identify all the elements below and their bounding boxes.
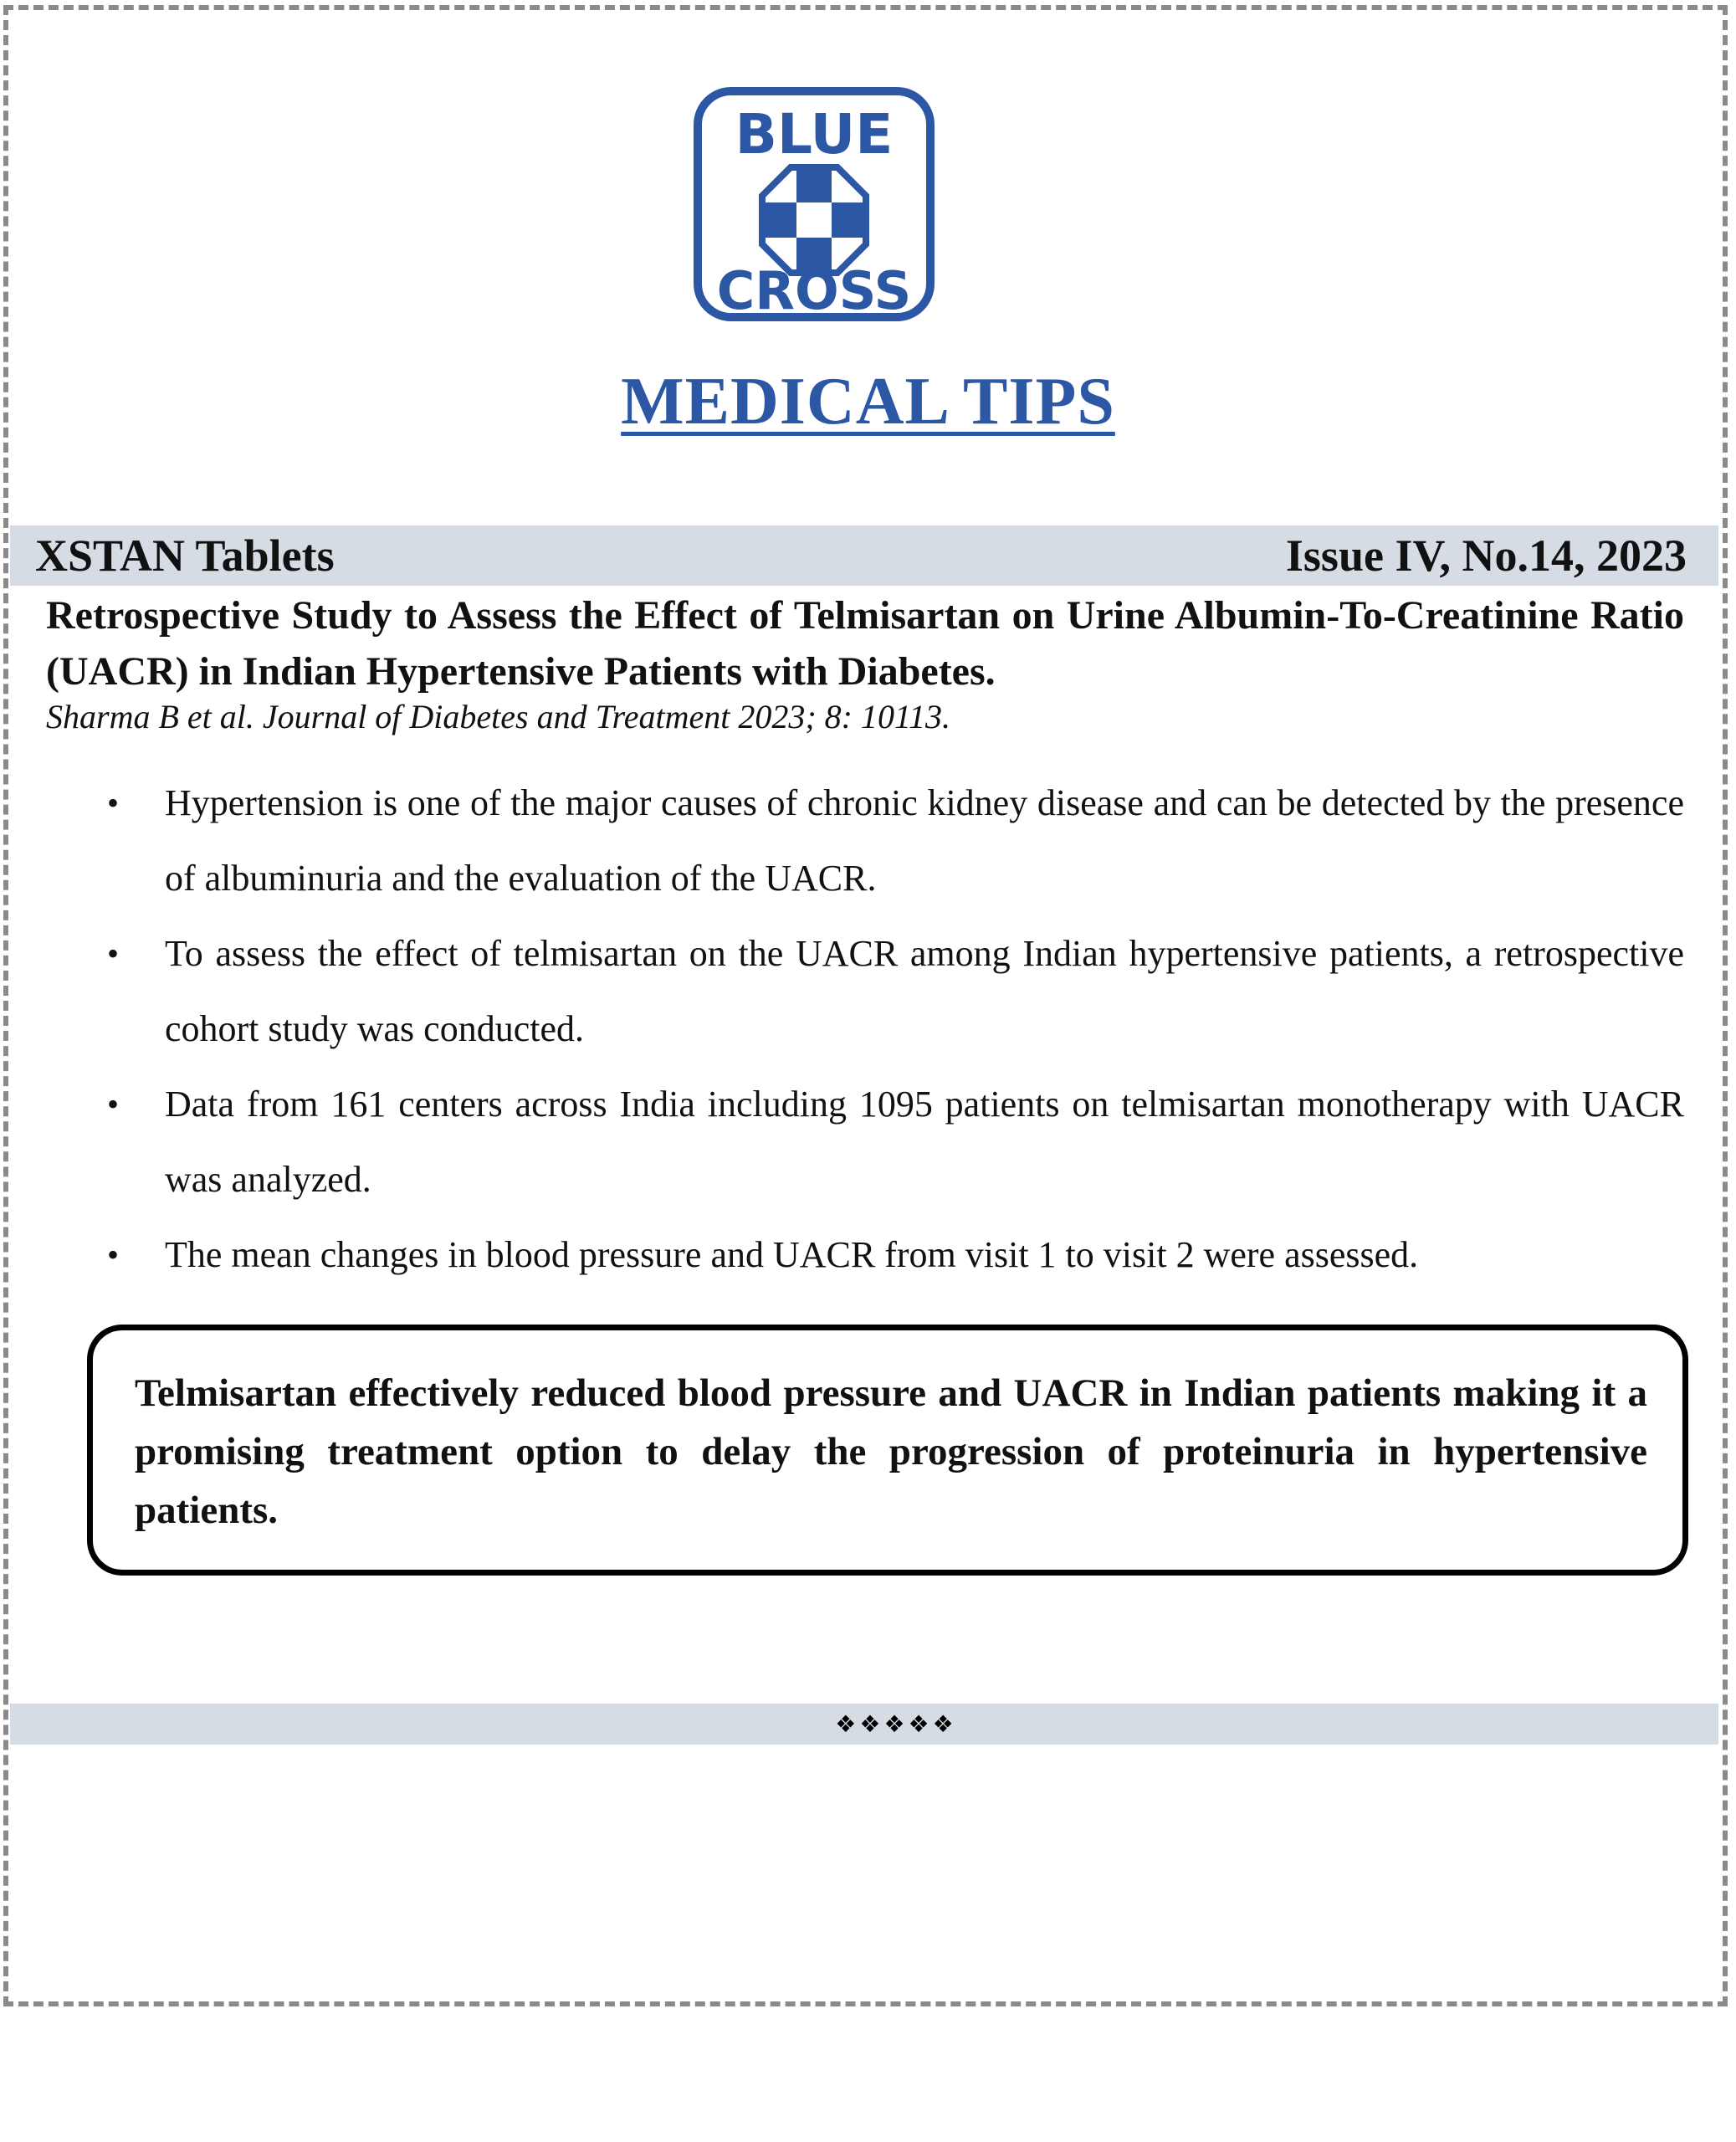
list-item-text: Data from 161 centers across India including 1095 patients on telmisartan monotherapy with UACR was analyzed. — [165, 1084, 1684, 1200]
conclusion-box — [87, 1325, 1688, 1576]
list-item-text: Hypertension is one of the major causes of chronic kidney disease and can be detected by the presence of albuminuria and the evaluation of the UACR. — [165, 782, 1684, 899]
diamond-ornament-icon: ❖❖❖❖❖ — [835, 1710, 957, 1738]
bullet-icon: • — [107, 1236, 120, 1273]
list-item-text: The mean changes in blood pressure and UACR from visit 1 to visit 2 were assessed. — [165, 1234, 1419, 1275]
issue-info: Issue IV, No.14, 2023 — [1285, 530, 1687, 581]
product-name: XSTAN Tablets — [35, 530, 335, 581]
list-item — [107, 766, 1684, 916]
blue-cross-logo — [693, 86, 935, 322]
list-item — [107, 916, 1684, 1067]
article-citation: Sharma B et al. Journal of Diabetes and Treatment 2023; 8: 10113. — [46, 698, 951, 735]
bullet-icon: • — [107, 784, 120, 822]
masthead-title — [0, 364, 1736, 440]
footer-divider-band — [10, 1704, 1718, 1745]
bullet-icon: • — [107, 1085, 120, 1123]
article-title: Retrospective Study to Assess the Effect of Telmisartan on Urine Albumin-To-Creatinine Ratio (UACR) in Indian Hypertensive Patients with Diabetes. — [46, 593, 1684, 694]
list-item — [107, 1217, 1684, 1293]
info-band — [10, 525, 1718, 586]
list-item — [107, 1067, 1684, 1217]
logo-top-text: BLUE — [735, 102, 894, 167]
conclusion-text: Telmisartan effectively reduced blood pressure and UACR in Indian patients making it a promising treatment option to delay the progression of proteinuria in hypertensive patients. — [135, 1371, 1647, 1532]
list-item-text: To assess the effect of telmisartan on the UACR among Indian hypertensive patients, a retrospective cohort study was conducted. — [165, 933, 1684, 1049]
key-points-list — [0, 766, 1736, 1293]
cross-emblem-icon — [762, 167, 866, 273]
logo-bottom-text: CROSS — [716, 260, 912, 321]
bullet-icon: • — [107, 935, 120, 972]
logo-graphic — [693, 86, 935, 322]
masthead-title-text: MEDICAL TIPS — [621, 365, 1115, 438]
